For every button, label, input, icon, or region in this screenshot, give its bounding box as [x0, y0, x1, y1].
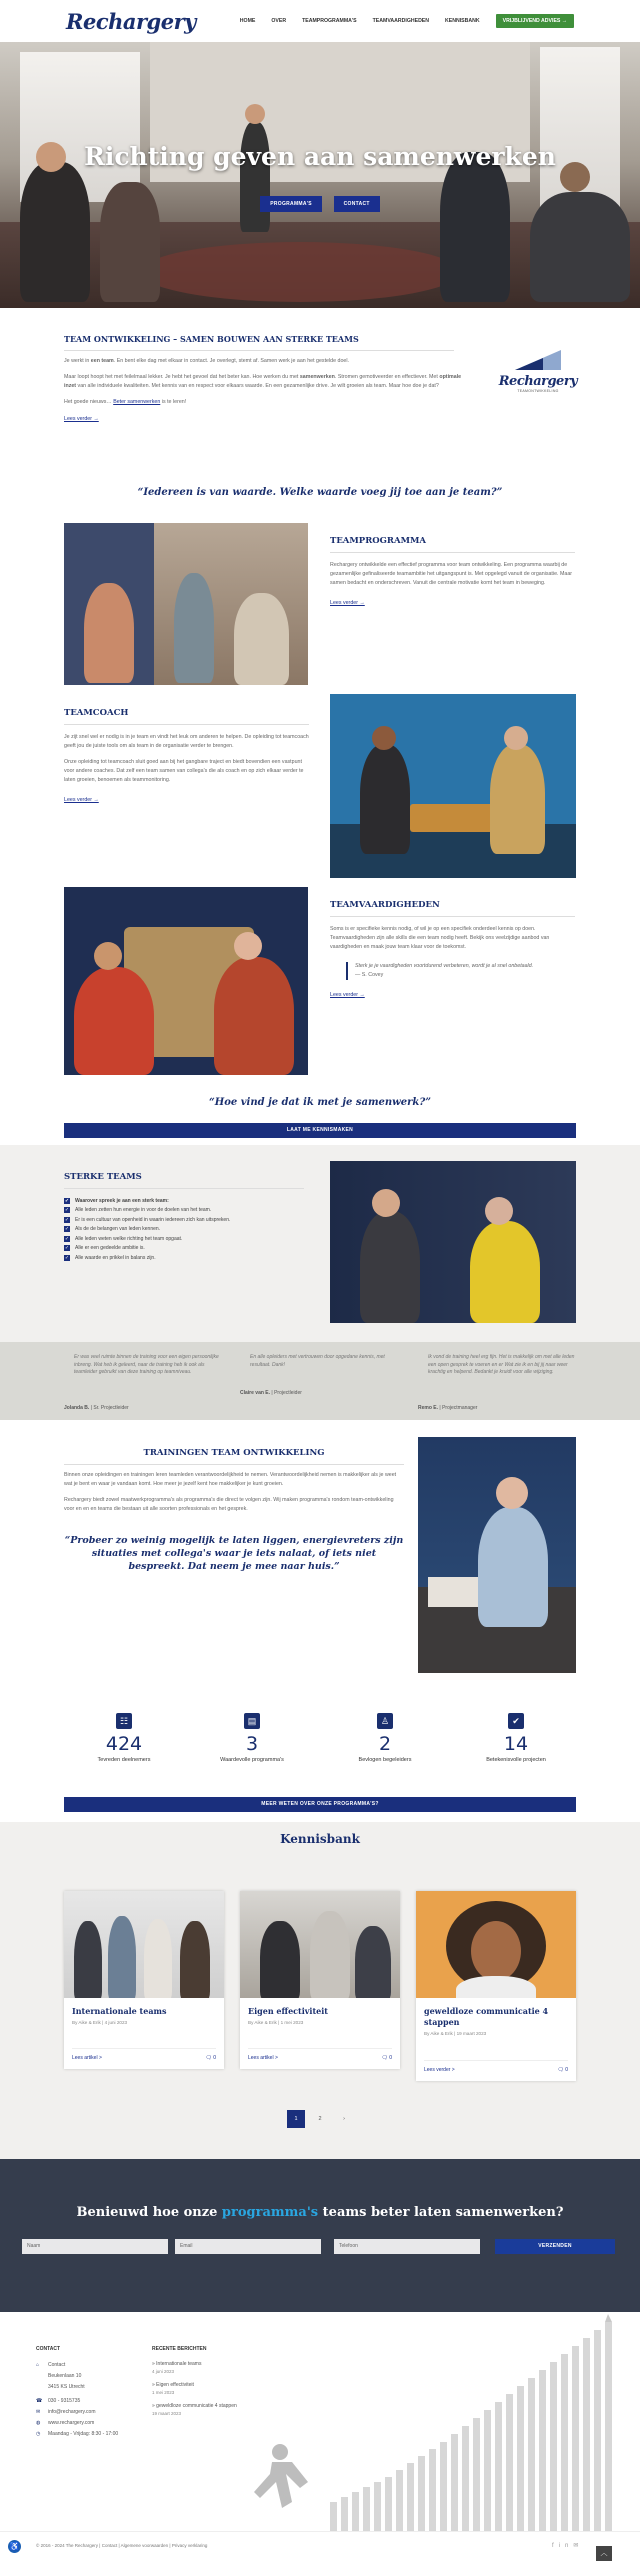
testimonial-text: Ik vond de training heel erg fijn. Het is makkelijk om met alle leden een open gesprek te voeren en er Wat zie ik en bij jij naar weer krachtig en helpend. Bedankt je kruidt voor alle wijziging. — [428, 1354, 575, 1375]
linkedin-icon[interactable]: in — [558, 2543, 574, 2549]
footer-phone[interactable]: ☎ 030 - 9315735 — [36, 2396, 136, 2407]
footer-website[interactable]: ◍ www.rechargery.com — [36, 2418, 136, 2429]
check-icon: ✔ — [508, 1713, 524, 1729]
comments-count[interactable]: 🗨 0 — [381, 2055, 392, 2061]
coach-icon: ♙ — [377, 1713, 393, 1729]
teamcoach-title: TEAMCOACH — [64, 708, 129, 718]
list-item: ✓ Alle er een gedeelde ambitie is. — [64, 1245, 145, 1252]
accessibility-icon[interactable]: ♿ — [9, 2542, 20, 2551]
article-meta: By Aike & Erik | 4 juni 2023 — [72, 2020, 128, 2025]
comments-count[interactable]: 🗨 0 — [557, 2067, 568, 2073]
name-field[interactable]: Naam — [22, 2239, 168, 2254]
check-icon: ✓ — [64, 1254, 70, 1261]
article-image — [240, 1891, 400, 1998]
list-item: ✓ Er is een cultuur van openheid in waarin iedereen zich kan uitspreken. — [64, 1216, 231, 1223]
check-icon: ✓ — [64, 1245, 70, 1252]
footer-contact — [36, 2346, 136, 2440]
comment-icon: 🗨 — [381, 2055, 390, 2061]
hero-presenter — [240, 122, 270, 232]
article-title[interactable]: Eigen effectiviteit — [248, 2006, 328, 2016]
sterke-teams-title: STERKE TEAMS — [64, 1172, 142, 1182]
training-section — [64, 1448, 404, 1573]
check-icon: ✓ — [64, 1216, 70, 1223]
footer-hours: ◷ Maandag - Vrijdag: 8:30 - 17:00 — [36, 2429, 136, 2440]
nav-kennisbank[interactable]: KENNISBANK — [445, 18, 480, 24]
list-item: ✓ Alle leden zetten hun energie in voor de doelen van het team. — [64, 1207, 212, 1214]
phone-icon: ☎ — [36, 2398, 43, 2404]
check-icon: ✓ — [64, 1197, 70, 1204]
teamvaardigheden-text: Soms is er specifieke kennis nodig, of wil je op een specifiek onderdeel kennis op doen. Teamvaardigheden zijn alle skills die een team nodig heeft. Bekijk ons veelzijdige aanbod van vaardigheden en maak jouw team klaar voor de toekomst. — [330, 926, 550, 950]
advies-button[interactable]: VRIJBLIJVEND ADVIES → — [496, 14, 574, 28]
hero-presenter-head — [245, 104, 265, 124]
stat-begeleiders: ♙ 2 Bevlogen begeleiders — [325, 1713, 445, 1763]
intro-paragraph-1: Je werkt in een team. En bent elke dag met elkaar in contact. Je overlegt, stemt af. Samen werk je aan het gestelde doel. — [64, 358, 350, 364]
footer-contact-title: CONTACT — [36, 2346, 61, 2352]
training-quote: “Probeer zo weinig mogelijk te laten liggen, energievreters zijn situaties met collega's waar je iets nalaat, of iets niet bespreekt. Dat neem je mee naar huis.” — [64, 1535, 404, 1572]
list-item: ✓ Alle leden weten welke richting het team opgaat. — [64, 1235, 183, 1242]
footer-recent-title: RECENTE BERICHTEN — [152, 2346, 207, 2352]
teamprogramma-title: TEAMPROGRAMMA — [330, 536, 426, 546]
sterke-teams-list — [64, 1172, 304, 1263]
teamcoach-read-more[interactable]: Lees verder → — [64, 797, 99, 803]
site-logo[interactable]: Rechargery — [66, 8, 196, 34]
article-read-more[interactable]: Lees verder > — [424, 2067, 455, 2073]
recent-post[interactable]: » Eigen effectiviteit 1 mei 2023 — [152, 2382, 194, 2395]
quote-samenwerk: “Hoe vind je dat ik met je samenwerk?” — [209, 1097, 431, 1108]
list-item: ✓ Als de de belangen van leden kennen. — [64, 1226, 161, 1233]
article-card[interactable] — [240, 1891, 400, 2069]
hero-rug — [140, 242, 460, 302]
recent-post[interactable]: » geweldloze communicatie 4 stappen 19 maart 2023 — [152, 2403, 237, 2416]
intro-logo: Rechargery — [498, 374, 578, 389]
book-icon: ▤ — [244, 1713, 260, 1729]
contact-title: Benieuwd hoe onze programma's teams beter laten samenwerken? — [76, 2205, 564, 2220]
article-card[interactable] — [64, 1891, 224, 2069]
stat-projecten: ✔ 14 Betekenisvolle projecten — [456, 1713, 576, 1763]
training-photo — [418, 1437, 576, 1673]
teamvaardigheden-quote: Sterk je je vaardigheden voortdurend verbeteren, wordt je al snel onbetaald. — S. Covey — [346, 962, 575, 980]
contact-section — [0, 2159, 640, 2312]
teamcoach-text-2: Onze opleiding tot teamcoach sluit goed aan bij het gangbare traject en biedt bovendien een vastpunt voor andere coaches. Dat zelf een team samen van collega's die als coach en op zich elkaar verder te laten groeien, benoemen als teammonitoring. — [64, 759, 304, 783]
teamprogramma-photo — [64, 523, 308, 685]
bottom-bar — [0, 2531, 640, 2560]
page-1[interactable]: 1 — [287, 2110, 305, 2128]
check-icon: ✓ — [64, 1226, 70, 1233]
intro-paragraph-2: Maar loopt hoopt het met feilelmaal lekker. Je hebt het gevoel dat het beter kan. Hoe werken du met samenwerken. Stromen gemotiveerder en effectiever. Met optimale inzet van alle individuele kwaliteiten. Met kennis van en respect voor elkaars waarde. En een gezamenlijke drive. Je wilt groeien als team. Maar hoe doe je dat? — [64, 374, 462, 389]
submit-button[interactable]: VERZENDEN — [495, 2239, 615, 2254]
quote-waarde: “Iedereen is van waarde. Welke waarde voeg jij toe aan je team?” — [137, 487, 503, 498]
article-title[interactable]: Internationale teams — [72, 2006, 167, 2016]
intro-section — [64, 334, 464, 422]
site-header — [0, 0, 640, 42]
teamvaardigheden-title: TEAMVAARDIGHEDEN — [330, 900, 440, 910]
hero-person — [20, 162, 90, 302]
clock-icon: ◷ — [36, 2431, 41, 2437]
comments-count[interactable]: 🗨 0 — [205, 2055, 216, 2061]
article-read-more[interactable]: Lees artikel > — [72, 2055, 102, 2061]
intro-title: TEAM ONTWIKKELING – SAMEN BOUWEN AAN STERKE TEAMS — [64, 334, 359, 344]
users-icon: ☷ — [116, 1713, 132, 1729]
page-2[interactable]: 2 — [318, 2116, 322, 2122]
mail-icon: ✉ — [36, 2409, 41, 2415]
comment-icon: 🗨 — [557, 2067, 566, 2073]
sterke-teams-photo — [330, 1161, 576, 1323]
mail-icon[interactable]: ✉ — [573, 2543, 584, 2549]
intro-divider — [64, 350, 454, 351]
list-item: ✓ Alle waarde en prikkel in balans zijn. — [64, 1254, 156, 1261]
article-title[interactable]: geweldloze communicatie 4 stappen — [424, 2006, 549, 2027]
hero-banner — [0, 42, 640, 308]
meer-weten-button[interactable]: MEER WETEN OVER ONZE PROGRAMMA'S? — [64, 1797, 576, 1812]
intro-paragraph-3: Het goede nieuws… Beter samenwerken is te leren! — [64, 399, 187, 405]
hero-title: Richting geven aan samenwerken — [84, 142, 556, 171]
nav-over[interactable]: OVER — [271, 18, 287, 24]
location-icon: ⌂ — [36, 2362, 40, 2368]
copyright-text: © 2016 - 2024 The Rechargery | Contact | Algemene voorwaarden | Privacy verklaring — [36, 2543, 208, 2548]
intro-read-more[interactable]: Lees verder → — [64, 416, 99, 422]
nav-home[interactable]: HOME — [239, 18, 256, 24]
recent-post[interactable]: » Internationale teams 4 juni 2023 — [152, 2361, 202, 2374]
nav-teamvaardigheden[interactable]: TEAMVAARDIGHEDEN — [372, 18, 430, 24]
hero-person — [440, 152, 510, 302]
training-text-1: Binnen onze opleidingen en trainingen leren teamleden verantwoordelijkheid te nemen. Verantwoordelijkheid nemen is makkelijker als je weet wat je bent en waar je vandaan komt. Hoe meer je jezelf kent hoe makkelijker je kunt groeien. — [64, 1472, 397, 1487]
article-meta: By Aike & Erik | 19 maart 2023 — [424, 2031, 487, 2036]
article-card[interactable] — [416, 1891, 576, 2081]
teamprogramma-section — [330, 536, 575, 606]
stat-deelnemers: ☷ 424 Tevreden deelnemers — [64, 1713, 184, 1763]
main-nav — [240, 14, 574, 28]
teamvaardigheden-read-more[interactable]: Lees verder → — [330, 992, 365, 998]
teamvaardigheden-photo — [64, 887, 308, 1075]
article-image — [416, 1891, 576, 1998]
testimonial-text: En alle opleiders met vertrouwen door opgedane kennis, met resultaat. Dank! — [250, 1354, 385, 1368]
training-text-2: Rechargery biedt zowel maatwerkprogramma's als programma's die direct te volgen zijn. Wij maken programma's rondom team-ontwikkeling voor en en en teams die bestaan uit alle soorten professionals en het gesprek. — [64, 1497, 394, 1512]
comment-icon: 🗨 — [205, 2055, 214, 2061]
social-icons — [552, 2542, 583, 2549]
kennisbank-title: Kennisbank — [280, 1832, 360, 1846]
training-title: TRAININGEN TEAM ONTWIKKELING — [143, 1448, 325, 1458]
list-item: ✓ Waarover spreek je aan een sterk team: — [64, 1197, 169, 1204]
programmas-button[interactable]: PROGRAMMA'S — [260, 196, 322, 212]
teamcoach-text-1: Je zijt snel wel er nodig is in je team en vindt het leuk om anderen te helpen. De opleiding tot teamcoach geeft jou de juiste tools om als team in de organisatie verder te brengen. — [64, 734, 309, 749]
testimonial-text: Er was veel ruimte binnen de training voor een eigen persoonlijke inbreng. Wat heb ik geleerd, naar de training heb ik ook als teamleider gebruikt van deze training op teamniveau. — [74, 1354, 219, 1375]
footer-bars-illustration — [220, 2312, 640, 2531]
testimonial-author: Claire van E. | Projectleider — [240, 1390, 302, 1396]
teamcoach-section — [64, 708, 309, 803]
logo-bars-icon — [513, 348, 563, 372]
intro-logo-block — [498, 348, 578, 393]
article-meta: By Aike & Erik | 1 mei 2023 — [248, 2020, 304, 2025]
email-field[interactable]: Email — [175, 2239, 321, 2254]
beter-samenwerken-link[interactable]: Beter samenwerken — [113, 399, 161, 405]
intro-logo-sub: TEAMONTWIKKELING — [517, 389, 559, 393]
scroll-top-button[interactable]: ︿ — [596, 2546, 612, 2561]
facebook-icon[interactable]: f — [552, 2543, 559, 2549]
nav-teamprogrammas[interactable]: TEAMPROGRAMMA'S — [302, 18, 357, 24]
testimonial-author: Jolanda B. | Sr. Projectleider — [64, 1405, 129, 1411]
hero-buttons — [0, 196, 640, 212]
footer-email[interactable]: ✉ info@rechargery.com — [36, 2407, 136, 2418]
kennismaken-button[interactable]: LAAT ME KENNISMAKEN — [64, 1123, 576, 1138]
contact-button[interactable]: CONTACT — [334, 196, 380, 212]
article-read-more[interactable]: Lees artikel > — [248, 2055, 278, 2061]
check-icon: ✓ — [64, 1235, 70, 1242]
footer-address: ⌂ Contact Beukenlaan 10 3415 KS Utrecht — [36, 2362, 85, 2390]
teamprogramma-text: Rechargery ontwikkelde een effectief programma voor team ontwikkeling. Een programma waarbij de gezamenlijke gefinaliseerde teamambitie het uitgangspunt is. Met opgelegd vanuit de organisatie. Maar samen bedacht en onderschreven. Vanuit die centrale motivatie komt het team in beweging. — [330, 562, 573, 586]
stat-programmas: ▤ 3 Waardevolle programma's — [192, 1713, 312, 1763]
testimonial-author: Remo E. | Projectmanager — [418, 1405, 478, 1411]
check-icon: ✓ — [64, 1207, 70, 1214]
teamprogramma-read-more[interactable]: Lees verder → — [330, 600, 365, 606]
page-next[interactable]: › — [343, 2116, 345, 2122]
phone-field[interactable]: Telefoon — [334, 2239, 480, 2254]
teamcoach-photo — [330, 694, 576, 878]
article-image — [64, 1891, 224, 1998]
globe-icon: ◍ — [36, 2420, 41, 2426]
teamvaardigheden-section — [330, 900, 575, 998]
